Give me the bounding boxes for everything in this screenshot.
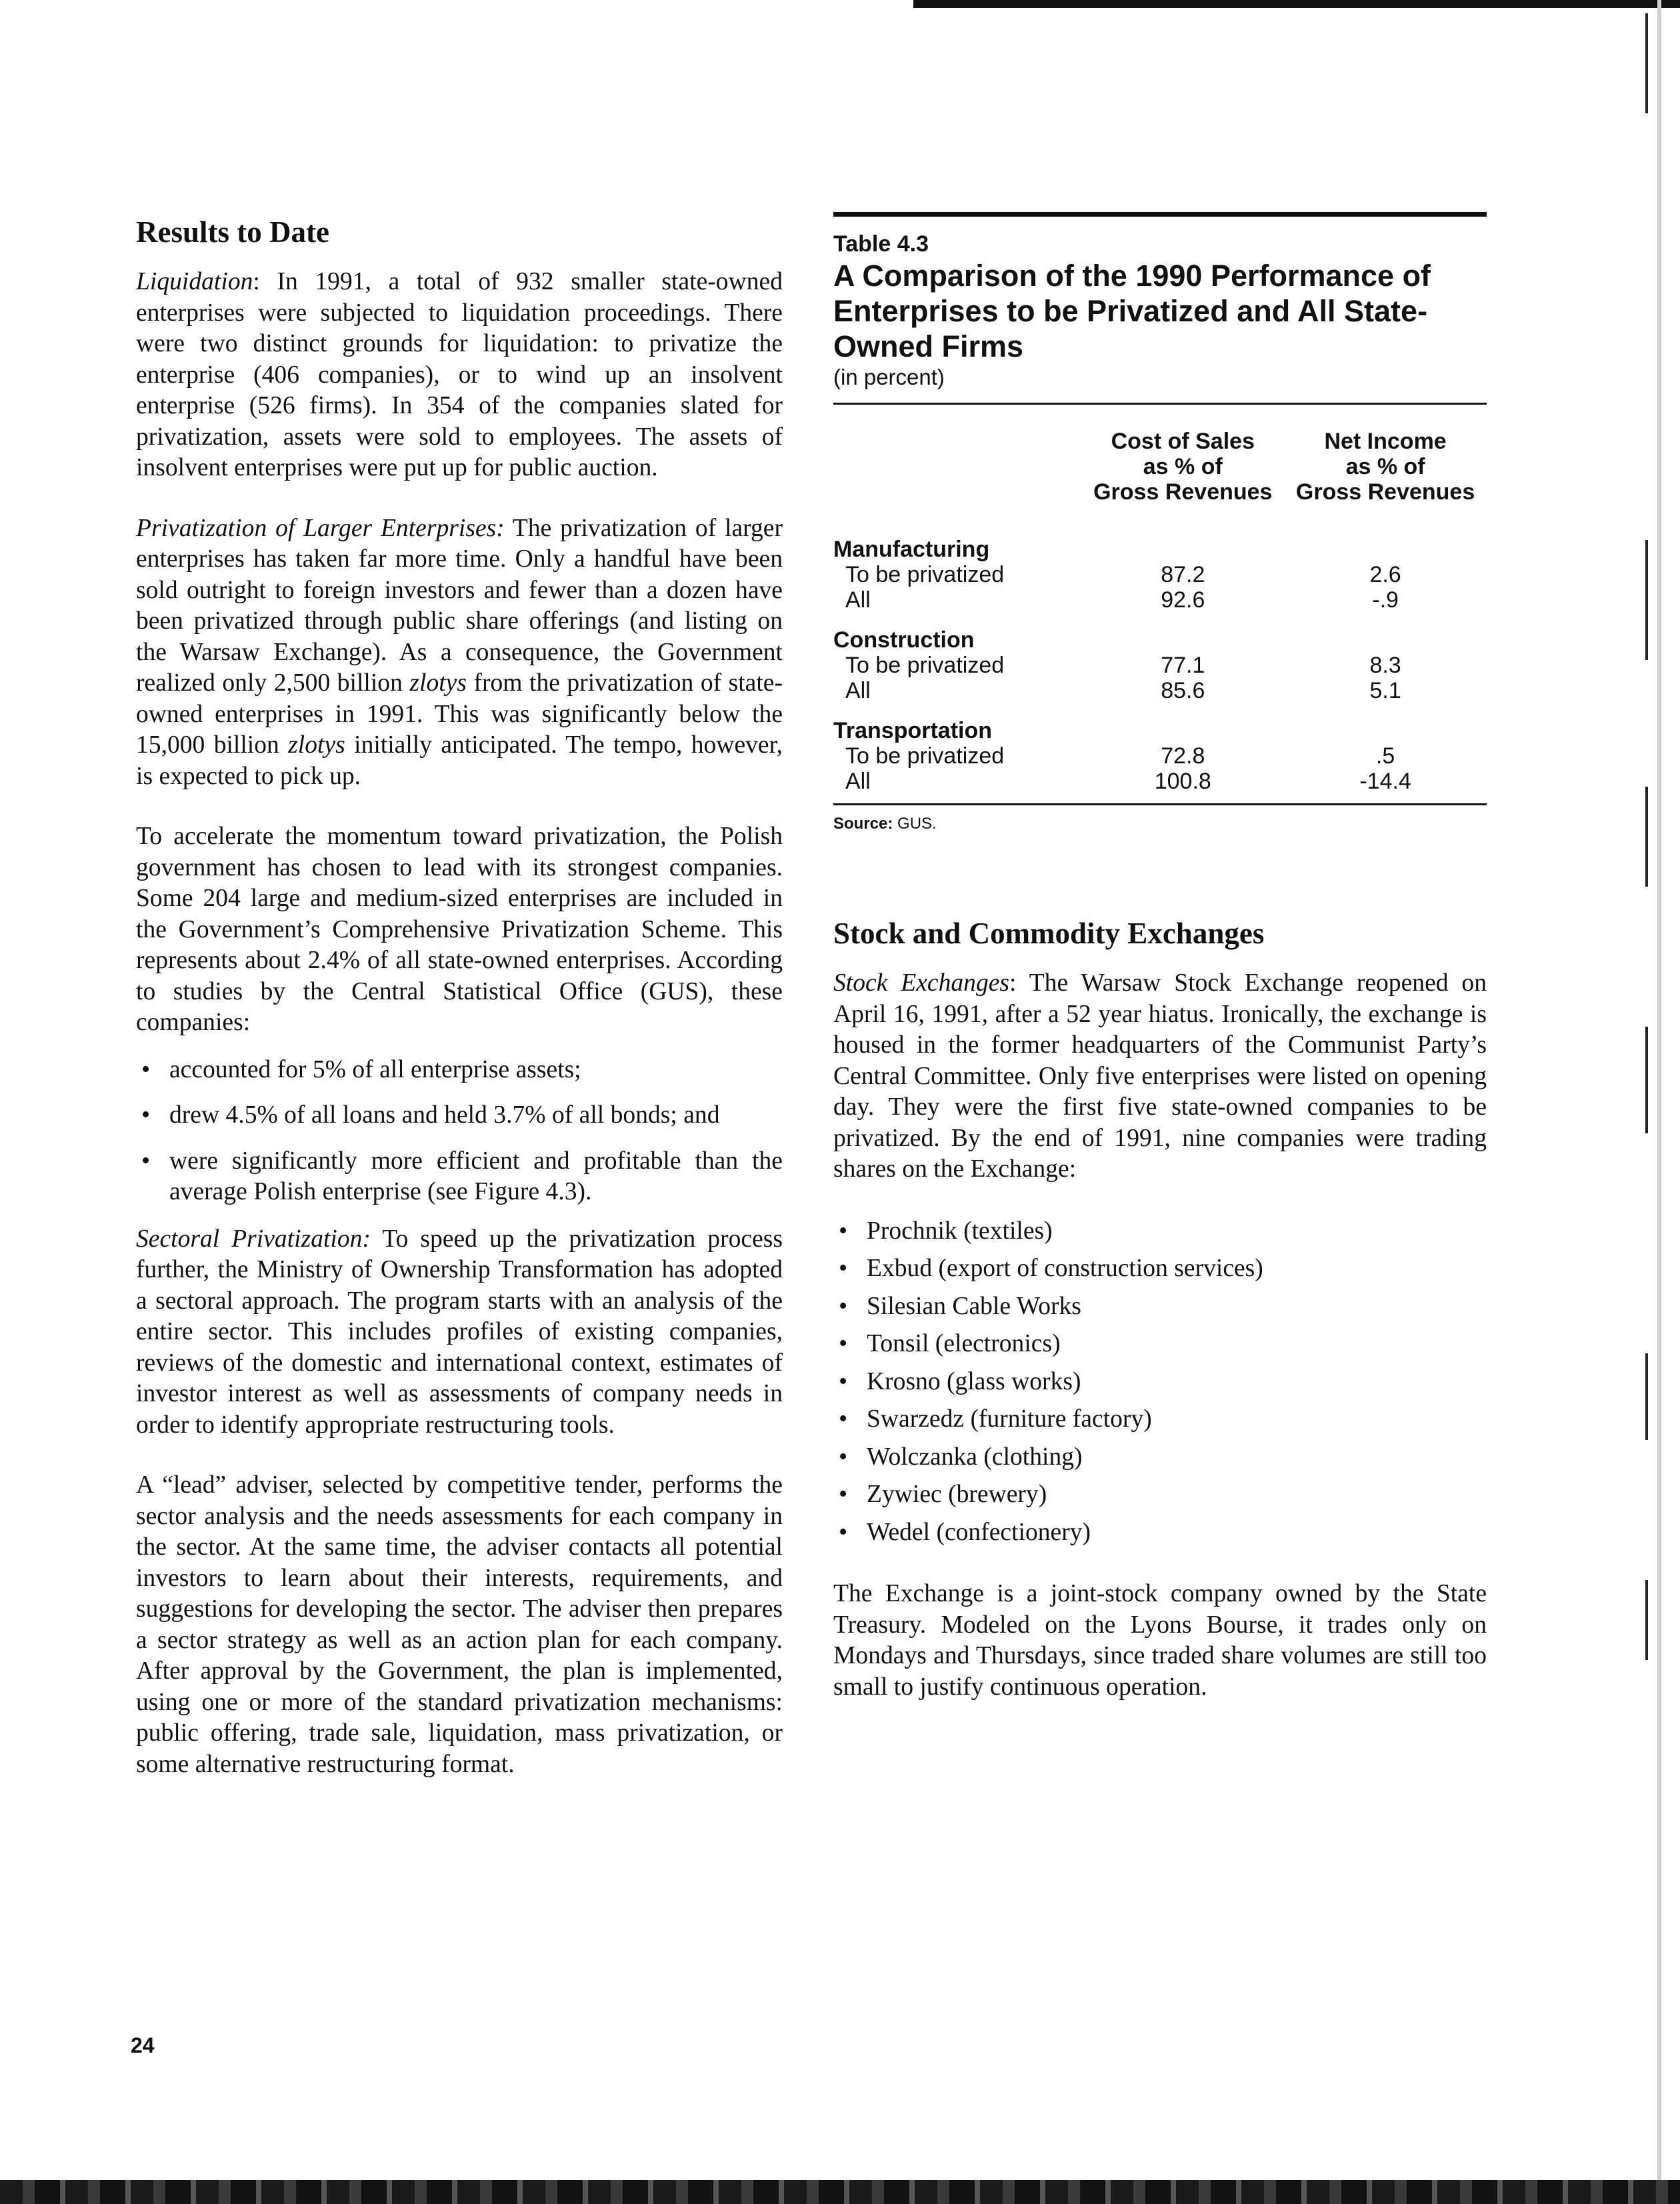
- paragraph-lead-adviser: A “lead” adviser, selected by competitive tender, performs the sector analysis and the needs assessments for each company in the sector. At the same time, the adviser contacts all potential investors to learn about their interests, requirements, and suggestions for developing the sector. The adviser then prepares a sector strategy as well as an action plan for each company. After approval by the Government, the plan is implemented, using one or more of the standard privatization mechanisms: public offering, trade sale, liquidation, mass privatization, or some alternative restructuring format.: [136, 1471, 783, 1778]
- table-row: To be privatized 77.1 8.3: [845, 653, 1401, 678]
- list-item: • drew 4.5% of all loans and held 3.7% of all bonds; and: [169, 1100, 783, 1131]
- runin-heading: Sectoral Privatization:: [136, 1225, 371, 1253]
- scan-edge-mark: [1645, 1027, 1648, 1133]
- company-list: [833, 1216, 1487, 1549]
- table-row: All 92.6 -.9: [845, 587, 1399, 613]
- scan-edge-mark: [1645, 540, 1648, 660]
- list-item: • Tonsil (electronics): [867, 1329, 1487, 1360]
- scan-edge-mark: [1645, 1580, 1648, 1660]
- paragraph-larger-enterprises: [136, 513, 783, 793]
- scan-edge-mark: [1645, 13, 1648, 113]
- sector-row: Construction: [833, 627, 975, 653]
- paragraph-text: : In 1991, a total of 932 smaller state-owned enterprises were subjected to liquidation proceedings. There were two distinct grounds for liquidation: to privatize the enterprise (406 companies), or to wind up an insolvent enterprise (526 firms). In 354 of the companies slated for privatization, assets were sold to employees. The assets of insolvent enterprises were put up for public auction.: [136, 268, 783, 481]
- italic-term: zlotys: [288, 731, 345, 759]
- paragraph-text: The privatization of larger enterprises has taken far more time. Only a handful have been sold outright to foreign investors and fewer than a dozen have been privatized through public share offerings (and listing on the Warsaw Exchange). As a consequence, the Government realized only 2,500 billion: [136, 514, 783, 697]
- italic-term: zlotys: [409, 669, 467, 697]
- sector-row: Manufacturing: [833, 537, 990, 562]
- table-4-3: [833, 212, 1487, 833]
- runin-heading: Privatization of Larger Enterprises:: [136, 514, 505, 542]
- sector-row: Transportation: [833, 718, 993, 743]
- table-row: To be privatized 72.8 .5: [845, 743, 1395, 769]
- paragraph-stock-exchanges: [833, 968, 1487, 1185]
- list-item: • Wedel (confectionery): [867, 1517, 1487, 1549]
- page-number: 24: [131, 2033, 155, 2057]
- paragraph-momentum: To accelerate the momentum toward privatization, the Polish government has chosen to lead with its strongest companies. Some 204 large and medium-sized enterprises are included in the Government’s Comprehensive Privatization Scheme. This represents about 2.4% of all state-owned enterprises. According to studies by the Central Statistical Office (GUS), these companies:: [136, 823, 783, 1036]
- runin-heading: Liquidation: [136, 268, 253, 295]
- paragraph-text: To speed up the privatization process further, the Ministry of Ownership Transformation has adopted a sectoral approach. The program starts with an analysis of the entire sector. This includes profiles of existing companies, reviews of the domestic and international context, estimates of investor interest as well as assessments of company needs in order to identify appropriate restructuring tools.: [136, 1225, 783, 1439]
- table-row: All 100.8 -14.4: [845, 769, 1411, 794]
- paragraph-text: initially anticipated. The tempo, however, is expected to pick up.: [136, 731, 783, 790]
- scan-right-edge: [1657, 0, 1661, 2204]
- table-title: A Comparison of the 1990 Performance of Enterprises to be Privatized and All State-Owned Firms: [833, 259, 1431, 363]
- list-item: • Krosno (glass works): [867, 1367, 1487, 1398]
- scan-bottom-edge: [0, 2180, 1680, 2204]
- paragraph-text: : The Warsaw Stock Exchange reopened on April 16, 1991, after a 52 year hiatus. Ironically, the exchange is housed in the former headquarters of the Communist Party’s Central Committee. Only five enterprises were listed on opening day. They were the first five state-owned companies to be privatized. By the end of 1991, nine companies were trading shares on the Exchange:: [833, 969, 1487, 1183]
- paragraph-liquidation: [136, 267, 783, 484]
- table-bottom-rule: [833, 803, 1487, 805]
- right-column: [833, 212, 1487, 1703]
- table-row: To be privatized 87.2 2.6: [845, 562, 1401, 587]
- list-item: • Zywiec (brewery): [867, 1479, 1487, 1511]
- column-header-cost: Cost of Sales as % of Gross Revenues: [1093, 429, 1273, 505]
- scan-top-edge: [913, 0, 1680, 8]
- paragraph-exchange-ownership: The Exchange is a joint-stock company owned by the State Treasury. Modeled on the Lyons Bourse, it trades only on Mondays and Thursdays, since traded share volumes are still too small to justify continuous operation.: [833, 1580, 1487, 1701]
- left-column: [136, 212, 783, 1780]
- list-item: • Exbud (export of construction services): [867, 1253, 1487, 1285]
- table-source: Source: GUS.: [833, 815, 937, 833]
- section-heading-results: Results to Date: [136, 215, 329, 249]
- list-item: • Prochnik (textiles): [867, 1216, 1487, 1247]
- stub-header: [833, 429, 1081, 534]
- paragraph-sectoral: [136, 1224, 783, 1441]
- runin-heading: Stock Exchanges: [833, 969, 1010, 997]
- paragraph-text: from the privatization of state-owned enterprises in 1991. This was significantly below the 15,000 billion: [136, 669, 783, 759]
- scan-edge-mark: [1645, 1353, 1648, 1440]
- table-header-row: [833, 429, 1487, 534]
- table-number: Table 4.3: [833, 231, 929, 257]
- table-top-rule: [833, 212, 1487, 217]
- list-item: • Swarzedz (furniture factory): [867, 1404, 1487, 1435]
- table-row: All 85.6 5.1: [845, 678, 1401, 703]
- list-item: • Silesian Cable Works: [867, 1291, 1487, 1323]
- table-header-rule: [833, 403, 1487, 405]
- section-heading-exchanges: Stock and Commodity Exchanges: [833, 917, 1265, 950]
- column-header-income: Net Income as % of Gross Revenues: [1295, 429, 1475, 505]
- table-unit: (in percent): [833, 365, 945, 389]
- scan-edge-mark: [1645, 787, 1648, 887]
- list-item: • Wolczanka (clothing): [867, 1442, 1487, 1473]
- table-data: [833, 429, 1487, 794]
- list-item: • were significantly more efficient and profitable than the average Polish enterprise (see Figure 4.3).: [169, 1146, 783, 1208]
- findings-list: [136, 1055, 783, 1208]
- list-item: • accounted for 5% of all enterprise assets;: [169, 1055, 783, 1086]
